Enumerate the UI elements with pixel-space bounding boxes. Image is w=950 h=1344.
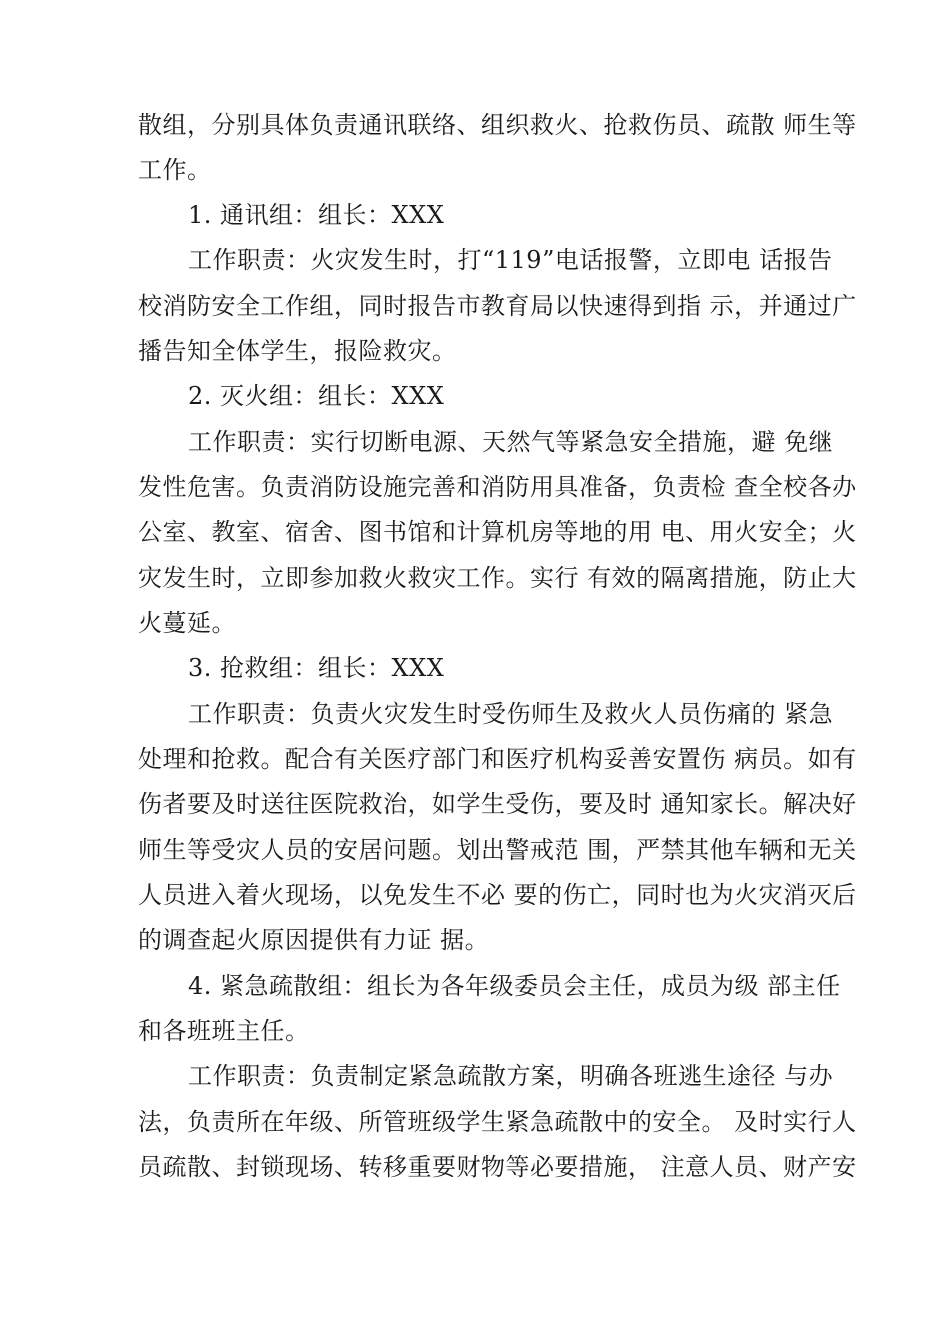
text-line: 的调查起火原因提供有力证 据。 [138, 926, 490, 954]
text-line: 工作职责：负责火灾发生时受伤师生及救火人员伤痛的 紧急 [188, 700, 834, 728]
section-heading: 2. 灭火组：组长：XXX [188, 382, 445, 410]
text-line: 校消防安全工作组，同时报告市教育局以快速得到指 示，并通过广 [138, 292, 857, 320]
text-line: 伤者要及时送往医院救治，如学生受伤，要及时 通知家长。解决好 [138, 790, 857, 818]
text-line: 工作职责：火灾发生时，打“119”电话报警，立即电 话报告 [188, 246, 833, 274]
text-line: 灾发生时，立即参加救火救灾工作。实行 有效的隔离措施，防止大 [138, 564, 857, 592]
text-line: 法，负责所在年级、所管班级学生紧急疏散中的安全。 及时实行人 [138, 1108, 857, 1136]
text-line: 人员进入着火现场，以免发生不必 要的伤亡，同时也为火灾消灭后 [138, 881, 857, 909]
text-line: 工作。 [138, 156, 212, 184]
text-line: 工作职责：负责制定紧急疏散方案，明确各班逃生途径 与办 [188, 1062, 834, 1090]
section-heading: 4. 紧急疏散组：组长为各年级委员会主任，成员为级 部主任 [188, 972, 841, 1000]
section-heading: 3. 抢救组：组长：XXX [188, 654, 445, 682]
text-line: 和各班班主任。 [138, 1017, 310, 1045]
text-line: 播告知全体学生，报险救灾。 [138, 337, 457, 365]
text-line: 处理和抢救。配合有关医疗部门和医疗机构妥善安置伤 病员。如有 [138, 745, 857, 773]
text-line: 公室、教室、宿舍、图书馆和计算机房等地的用 电、用火安全；火 [138, 518, 857, 546]
text-line: 师生等受灾人员的安居问题。划出警戒范 围，严禁其他车辆和无关 [138, 836, 857, 864]
text-line: 火蔓延。 [138, 609, 236, 637]
text-line: 散组，分别具体负责通讯联络、组织救火、抢救伤员、疏散 师生等 [138, 111, 857, 139]
text-line: 员疏散、封锁现场、转移重要财物等必要措施， 注意人员、财产安 [138, 1153, 857, 1181]
text-line: 发性危害。负责消防设施完善和消防用具准备，负责检 查全校各办 [138, 473, 857, 501]
section-heading: 1. 通讯组：组长：XXX [188, 201, 445, 229]
text-line: 工作职责：实行切断电源、天然气等紧急安全措施，避 免继 [188, 428, 834, 456]
